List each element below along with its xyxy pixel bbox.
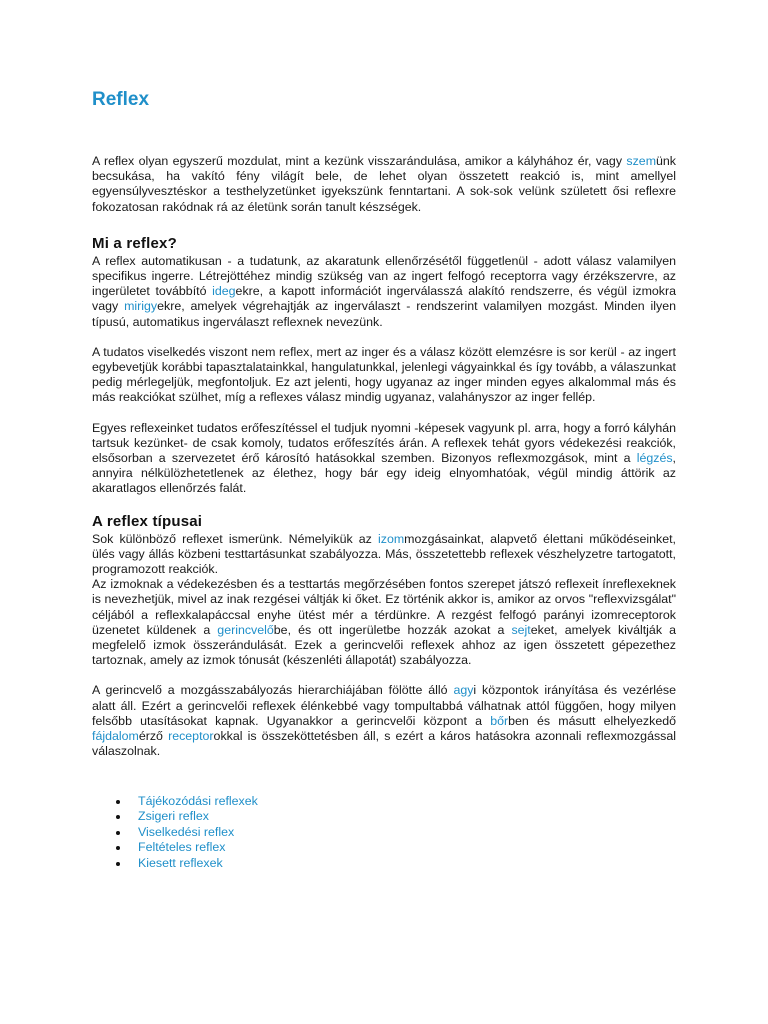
s2p2-text-3: eket, amelyek kiváltják a megfelelő izmok összerándulását. Ezek a gerincvelői reflexek ahhoz az igen összetett gépezethez tartoznak, amely az izmok tónusát (készenléti állapotát) szabályozza. <box>92 622 676 668</box>
link-felteteles-reflex[interactable]: Feltételes reflex <box>138 840 226 855</box>
s2p2-text-2: be, és ott ingerületbe hozzák azokat a <box>273 622 512 637</box>
section2-paragraph-2 <box>92 577 676 668</box>
intro-text-1: A reflex olyan egyszerű mozdulat, mint a kezünk visszarándulása, amikor a kályhához ér, vagy <box>92 154 627 168</box>
bullet-dot-icon <box>116 862 120 866</box>
s2p1-text-1: Sok különböző reflexet ismerünk. Némelyikük az <box>92 531 378 546</box>
s2p3-text-2: i központok irányítása és vezérlése alatt áll. Ezért a gerincvelői reflexek élénkebbé vagy tompultabbá válhatnak attól függően, hogy milyen felsőbb utasításokat kapnak. Ugyanakkor a gerincvelői központ a <box>92 683 677 728</box>
link-receptor[interactable]: receptor <box>168 729 214 744</box>
link-zsigeri-reflex[interactable]: Zsigeri reflex <box>138 809 209 824</box>
link-ideg[interactable]: ideg <box>212 284 236 299</box>
link-tajekozodasi-reflexek[interactable]: Tájékozódási reflexek <box>138 793 258 808</box>
intro-paragraph <box>92 154 676 215</box>
s1p3-text-1: Egyes reflexeinket tudatos erőfeszítéssel el tudjuk nyomni -képesek vagyunk pl. arra, hogy a forró kályhán tartsuk kezünket- de csak komoly, tudatos erőfeszítés árán. A reflexek tehát gyors védekezési reakciók, elsősorban a szervezetet érő károsító hatásokkal szemben. Bizonyos reflexmozgások, mint a <box>92 420 676 466</box>
s1p1-text-2: ekre, a kapott információt ingerválasszá alakító rendszerre, és végül izmokra vagy <box>92 284 676 314</box>
s1p1-text-1: A reflex automatikusan - a tudatunk, az akaratunk ellenőrzésétől függetlenül - adott válasz valamilyen specifikus ingerre. Létrejöttéhez mindig szükség van az ingert felfogó receptorra vagy érzékszervre, az ingerületet továbbító <box>92 253 676 299</box>
s2p2-text-1: Az izmoknak a védekezésben és a testtartás megőrzésében fontos szerepet játszó reflexeit ínreflexeknek is nevezhetjük, mivel az inak rezgései váltják ki őket. Ez történik akkor is, amikor az orvos "reflexvizsgálat" céljából a reflexkalapáccsal enyhe ütést mér a térdünkre. A rezgést felfogó parányi izomreceptorok üzenetet küldenek a <box>92 577 676 637</box>
s1p1-text-3: ekre, amelyek végrehajtják az ingerválaszt - rendszerint valamilyen mozgást. Minden ilyen típusú, automatikus ingerválaszt reflexnek nevezünk. <box>92 299 676 329</box>
section1-paragraph-2: A tudatos viselkedés viszont nem reflex, mert az inger és a válasz között elemzésre is sor kerül - az ingert egybevetjük korábbi tapasztalatainkkal, hangulatunkkal, jelenlegi vágyainkkal és így tovább, a válaszunkat pedig mérlegeljük, megfontoljuk. Ez azt jelenti, hogy ugyanaz az inger minden egyes alkalommal más és más reakciókat szülhet, míg a reflexes válasz mindig ugyanaz, valahányszor az inger fellép. <box>92 344 676 405</box>
link-bor[interactable]: bőr <box>490 713 509 728</box>
bullet-dot-icon <box>116 846 120 850</box>
document-content <box>92 84 676 871</box>
s2p3-text-3: ben és másutt elhelyezkedő <box>508 713 676 728</box>
section-heading-reflex-tipusai: A reflex típusai <box>92 512 203 530</box>
link-agy[interactable]: agy <box>453 683 474 698</box>
s1p3-text-2: , annyira nélkülözhetetlenek az élethez, hogy bár egy ideig elnyomhatóak, végül mindig áttörik az akaratlagos ellenőrzés falát. <box>92 451 676 496</box>
link-izom[interactable]: izom <box>378 531 405 546</box>
link-fajdalom[interactable]: fájdalom <box>92 729 139 744</box>
s2p3-text-4: érző <box>138 729 169 744</box>
related-links-list <box>92 794 676 872</box>
section-heading-mi-a-reflex: Mi a reflex? <box>92 234 177 252</box>
list-item <box>92 825 676 841</box>
link-kiesett-reflexek[interactable]: Kiesett reflexek <box>138 855 223 870</box>
link-viselkedesi-reflex[interactable]: Viselkedési reflex <box>138 824 235 839</box>
list-item <box>92 794 676 810</box>
bullet-dot-icon <box>116 831 120 835</box>
link-gerincvelo[interactable]: gerincvelő <box>217 622 274 637</box>
s2p3-text-1: A gerincvelő a mozgásszabályozás hierarchiájában fölötte álló <box>92 683 454 698</box>
link-mirigy[interactable]: mirigy <box>124 299 158 314</box>
page-title: Reflex <box>92 89 150 110</box>
link-szem[interactable]: szem <box>626 154 657 168</box>
section1-paragraph-1 <box>92 254 676 330</box>
list-item <box>92 809 676 825</box>
intro-text-2: ünk becsukása, ha vakító fény világít bele, de lehet olyan összetett reakció is, mint amellyel egyensúlyvesztéskor a testhelyzetünket igyekszünk fenntartani. A sok-sok velünk született ősi reflexre fokozatosan rakódnak rá az életünk során tanult készségek. <box>92 154 676 214</box>
bullet-dot-icon <box>116 815 120 819</box>
section2-paragraph-3 <box>92 683 676 759</box>
s2p3-text-5: okkal is összeköttetésben áll, s ezért a káros hatásokra azonnali reflexmozgással válaszolnak. <box>92 729 676 759</box>
bullet-dot-icon <box>116 800 120 804</box>
s2p1-text-2: mozgásainkat, alapvető élettani működéseinket, ülés vagy állás közbeni testtartásunkat szabályozza. Más, összetettebb reflexek vészhelyzetre tartogatott, programozott reakciók. <box>92 531 676 577</box>
list-item <box>92 856 676 872</box>
link-sejt[interactable]: sejt <box>511 622 531 637</box>
link-legzes[interactable]: légzés <box>636 451 673 466</box>
section2-paragraph-1 <box>92 532 676 578</box>
section1-paragraph-3 <box>92 421 676 497</box>
list-item <box>92 840 676 856</box>
